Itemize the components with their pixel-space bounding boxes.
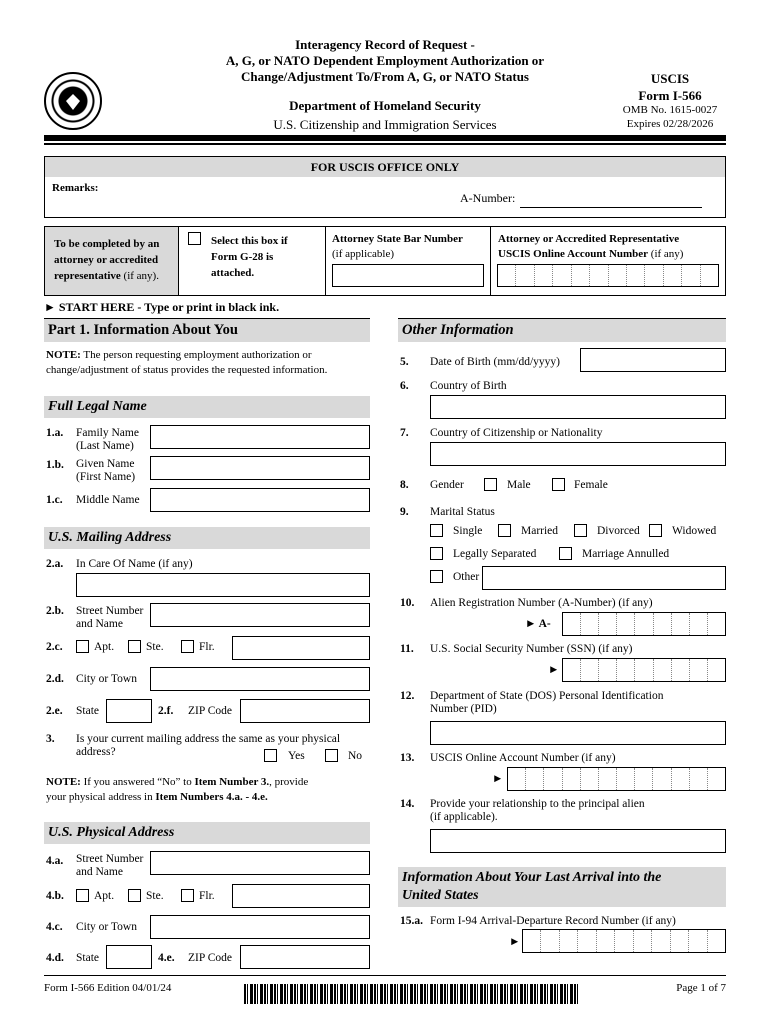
ssn-arrow-icon: ► — [548, 664, 560, 676]
state-label: State — [76, 705, 99, 717]
same-address-question: Is your current mailing address the same as your physical — [76, 733, 341, 745]
item-6-number: 6. — [400, 380, 409, 392]
citizenship-label: Country of Citizenship or Nationality — [430, 427, 603, 439]
apt-label: Apt. — [94, 641, 115, 653]
same-address-yes-checkbox[interactable] — [264, 749, 277, 762]
yes-label: Yes — [288, 750, 305, 762]
city-input[interactable] — [150, 667, 370, 691]
female-label: Female — [574, 479, 608, 491]
flr-label: Flr. — [199, 641, 215, 653]
item-2a-number: 2.a. — [46, 558, 64, 570]
item-5-number: 5. — [400, 356, 409, 368]
no-label: No — [348, 750, 363, 762]
online-account-hint: (if any) — [650, 248, 684, 260]
office-use-title: FOR USCIS OFFICE ONLY — [45, 157, 725, 177]
online-account-label: Attorney or Accredited Representative — [498, 233, 680, 245]
annulled-label: Marriage Annulled — [582, 548, 670, 560]
attorney-note-4: (if any). — [123, 270, 159, 282]
g28-checkbox[interactable] — [188, 232, 201, 245]
form-number: Form I-566 — [638, 88, 702, 103]
phys-ste-checkbox[interactable] — [128, 889, 141, 902]
online-account-arrow-icon: ► — [492, 773, 504, 785]
family-name-hint: (Last Name) — [76, 440, 134, 452]
pid-label: Department of State (DOS) Personal Identification — [430, 690, 664, 702]
barcode — [244, 984, 578, 1004]
a-number-label: A-Number: — [460, 191, 516, 205]
header-rule — [44, 135, 726, 141]
attorney-note-1: To be completed by an — [54, 238, 160, 250]
item-2c-number: 2.c. — [46, 641, 63, 653]
note2-label: NOTE: — [46, 776, 81, 788]
citizenship-input[interactable] — [430, 442, 726, 466]
annulled-checkbox[interactable] — [559, 547, 572, 560]
a-number-input[interactable] — [562, 612, 726, 636]
item-11-number: 11. — [400, 643, 414, 655]
street-label: Street Number — [76, 605, 144, 617]
a-number-field-label: Alien Registration Number (A-Number) (if any) — [430, 597, 653, 609]
item-4b-number: 4.b. — [46, 890, 64, 902]
item-15a-number: 15.a. — [400, 915, 423, 927]
other-label: Other — [453, 571, 480, 583]
relationship-label: Provide your relationship to the principal alien — [430, 798, 645, 810]
phys-unit-input[interactable] — [232, 884, 370, 908]
item-9-number: 9. — [400, 506, 409, 518]
gender-label: Gender — [430, 479, 464, 491]
title-line-1: Interagency Record of Request - — [295, 37, 475, 52]
pid-input[interactable] — [430, 721, 726, 745]
ste-label: Ste. — [146, 641, 164, 653]
bar-number-input[interactable] — [332, 264, 484, 287]
title-line-2: A, G, or NATO Dependent Employment Authorization or — [225, 53, 545, 68]
gender-female-checkbox[interactable] — [552, 478, 565, 491]
flr-checkbox[interactable] — [181, 640, 194, 653]
zip-input[interactable] — [240, 699, 370, 723]
i94-input[interactable] — [522, 929, 726, 953]
phys-apt-checkbox[interactable] — [76, 889, 89, 902]
title-line-3: Change/Adjustment To/From A, G, or NATO Status — [241, 69, 529, 84]
item-2b-number: 2.b. — [46, 605, 64, 617]
relationship-hint: (if applicable). — [430, 811, 498, 823]
part1-title: Part 1. Information About You — [44, 318, 370, 342]
agency-name: U.S. Citizenship and Immigration Services — [273, 117, 497, 132]
care-of-input[interactable] — [76, 573, 370, 597]
a-number-prefix: ► A- — [525, 618, 551, 630]
family-name-input[interactable] — [150, 425, 370, 449]
street-hint: and Name — [76, 618, 123, 630]
item-1b-number: 1.b. — [46, 459, 64, 471]
item-7-number: 7. — [400, 427, 409, 439]
zip-label: ZIP Code — [188, 705, 232, 717]
family-name-label: Family Name — [76, 427, 139, 439]
phys-city-label: City or Town — [76, 921, 137, 933]
given-name-hint: (First Name) — [76, 471, 136, 483]
same-address-no-checkbox[interactable] — [325, 749, 338, 762]
item-14-number: 14. — [400, 798, 415, 810]
uscis-label: USCIS — [650, 71, 690, 86]
dob-input[interactable] — [580, 348, 726, 372]
given-name-input[interactable] — [150, 456, 370, 480]
online-account-input[interactable] — [507, 767, 726, 791]
ssn-input[interactable] — [562, 658, 726, 682]
legally-separated-checkbox[interactable] — [430, 547, 443, 560]
note2-text-1: If you answered “No” to — [83, 776, 192, 788]
legally-separated-label: Legally Separated — [453, 548, 537, 560]
g28-label-3: attached. — [211, 267, 255, 279]
bar-number-label: Attorney State Bar Number — [332, 233, 463, 245]
item-1c-number: 1.c. — [46, 494, 63, 506]
note-text-2: change/adjustment of status provides the requested information. — [46, 364, 328, 376]
same-address-question-2: address? — [76, 746, 116, 758]
start-here: ► START HERE - Type or print in black ink. — [44, 300, 280, 314]
other-info-header: Other Information — [398, 318, 726, 342]
middle-name-input[interactable] — [150, 488, 370, 512]
item-2d-number: 2.d. — [46, 673, 64, 685]
note-text-1: The person requesting employment authorization or — [83, 349, 312, 361]
physical-address-header: U.S. Physical Address — [44, 822, 370, 844]
dhs-seal — [44, 72, 102, 130]
attorney-note-2: attorney or accredited — [54, 254, 159, 266]
page-number: Page 1 of 7 — [676, 982, 726, 994]
department-name: Department of Homeland Security — [289, 98, 481, 113]
pid-label-2: Number (PID) — [430, 703, 497, 715]
phys-state-label: State — [76, 952, 99, 964]
male-label: Male — [507, 479, 531, 491]
full-legal-name-header: Full Legal Name — [44, 396, 370, 418]
phys-street-label: Street Number — [76, 853, 144, 865]
item-13-number: 13. — [400, 752, 415, 764]
middle-name-label: Middle Name — [76, 494, 140, 506]
phys-street-hint: and Name — [76, 866, 123, 878]
phys-zip-input[interactable] — [240, 945, 370, 969]
dob-label: Date of Birth (mm/dd/yyyy) — [430, 356, 560, 368]
item-8-number: 8. — [400, 479, 409, 491]
phys-city-input[interactable] — [150, 915, 370, 939]
widowed-label: Widowed — [672, 525, 717, 537]
note2-text-3: your physical address in — [46, 791, 153, 803]
street-input[interactable] — [150, 603, 370, 627]
note2-text-2: , provide — [269, 776, 309, 788]
single-checkbox[interactable] — [430, 524, 443, 537]
item-1a-number: 1.a. — [46, 427, 64, 439]
expiration: Expires 02/28/2026 — [626, 118, 714, 130]
phys-street-input[interactable] — [150, 851, 370, 875]
item-4e-number: 4.e. — [158, 952, 175, 964]
country-birth-input[interactable] — [430, 395, 726, 419]
g28-label-1: Select this box if — [211, 235, 288, 247]
bar-number-hint: (if applicable) — [332, 248, 394, 260]
omb-number: OMB No. 1615-0027 — [622, 104, 718, 116]
mailing-address-header: U.S. Mailing Address — [44, 527, 370, 549]
phys-flr-checkbox[interactable] — [181, 889, 194, 902]
single-label: Single — [453, 525, 483, 537]
last-arrival-header-2: United States — [402, 888, 479, 903]
given-name-label: Given Name — [76, 458, 135, 470]
apt-checkbox[interactable] — [76, 640, 89, 653]
online-account-field-label: USCIS Online Account Number (if any) — [430, 752, 616, 764]
married-label: Married — [521, 525, 559, 537]
i94-label: Form I-94 Arrival-Departure Record Number (if any) — [430, 915, 676, 927]
widowed-checkbox[interactable] — [649, 524, 662, 537]
attorney-account-input[interactable] — [497, 264, 719, 287]
note-label: NOTE: — [46, 349, 81, 361]
item-2f-number: 2.f. — [158, 705, 174, 717]
divorced-label: Divorced — [597, 525, 640, 537]
divorced-checkbox[interactable] — [574, 524, 587, 537]
note2-items: Item Numbers 4.a. - 4.e. — [155, 791, 268, 803]
relationship-input[interactable] — [430, 829, 726, 853]
item-4d-number: 4.d. — [46, 952, 64, 964]
item-4a-number: 4.a. — [46, 855, 64, 867]
item-3-number: 3. — [46, 733, 55, 745]
item-4c-number: 4.c. — [46, 921, 63, 933]
unit-number-input[interactable] — [232, 636, 370, 660]
other-checkbox[interactable] — [430, 570, 443, 583]
footer-form-edition: Form I-566 Edition 04/01/24 — [44, 982, 172, 994]
care-of-label: In Care Of Name (if any) — [76, 558, 193, 570]
item-12-number: 12. — [400, 690, 415, 702]
phys-flr-label: Flr. — [199, 890, 215, 902]
attorney-note-3: representative — [54, 270, 121, 282]
a-number-line[interactable] — [520, 207, 702, 208]
item-2e-number: 2.e. — [46, 705, 63, 717]
gender-male-checkbox[interactable] — [484, 478, 497, 491]
marital-status-label: Marital Status — [430, 506, 495, 518]
phys-zip-label: ZIP Code — [188, 952, 232, 964]
ssn-label: U.S. Social Security Number (SSN) (if any) — [430, 643, 633, 655]
remarks-label: Remarks: — [52, 182, 99, 194]
married-checkbox[interactable] — [498, 524, 511, 537]
city-label: City or Town — [76, 673, 137, 685]
country-birth-label: Country of Birth — [430, 380, 507, 392]
phys-apt-label: Apt. — [94, 890, 115, 902]
item-10-number: 10. — [400, 597, 415, 609]
eagle-icon — [46, 74, 100, 128]
phys-ste-label: Ste. — [146, 890, 164, 902]
note2-item: Item Number 3. — [194, 776, 270, 788]
state-input[interactable] — [106, 699, 152, 723]
i94-arrow-icon: ► — [509, 936, 521, 948]
ste-checkbox[interactable] — [128, 640, 141, 653]
other-status-input[interactable] — [482, 566, 726, 590]
g28-label-2: Form G-28 is — [211, 251, 274, 263]
phys-state-input[interactable] — [106, 945, 152, 969]
online-account-label-2: USCIS Online Account Number — [498, 248, 649, 260]
last-arrival-header: Information About Your Last Arrival into the — [402, 870, 662, 885]
